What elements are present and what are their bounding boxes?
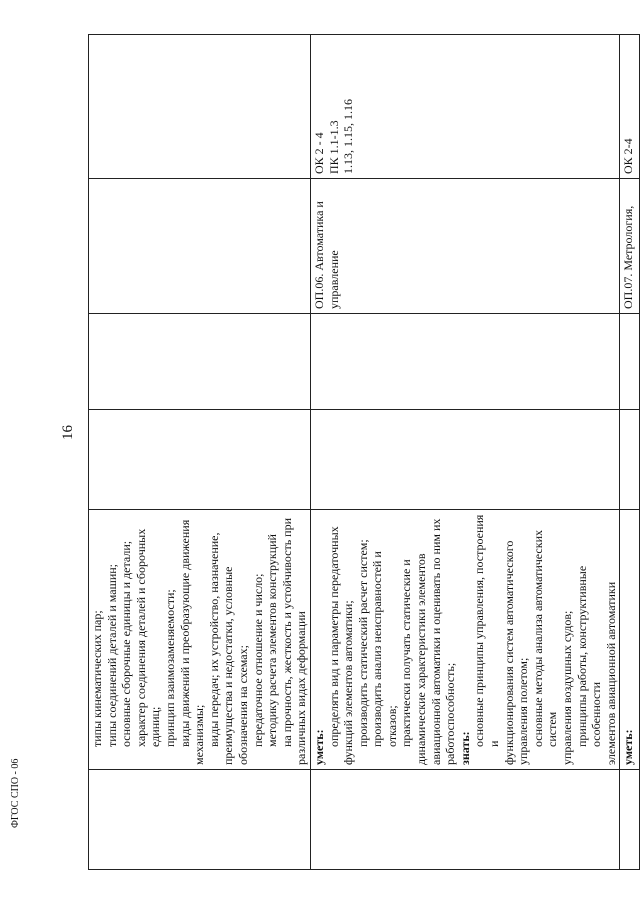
content-line: основные сборочные единицы и детали; [119,540,134,747]
content-line: виды движений и преобразующие движения [177,519,192,747]
discipline-cell [89,179,311,314]
content-line: на прочность, жесткость и устойчивость при [279,517,294,747]
content-line: обозначения на схемах; [235,645,250,765]
content-line: функционирования систем автоматического [501,540,516,765]
empty-cell [620,770,640,870]
content-heading: знать: [457,731,472,765]
content-line: характер соединения деталей и сборочных единиц; [133,528,163,747]
content-line: работоспособность; [443,662,458,765]
content-line: управления полетом; [516,657,531,765]
competence-cell [620,35,640,179]
content-line: динамические характеристики элементов [414,553,429,765]
competence-line: 1.13, 1.15, 1.16 [341,99,356,174]
empty-cell [89,770,311,870]
table-row [620,35,640,870]
empty-cell [310,770,619,870]
competence-cell [89,35,311,179]
content-line: передаточное отношение и число; [250,573,265,747]
content-line: практически получать статические и [399,559,414,747]
content-line: определять вид и параметры передаточных [326,526,341,747]
content-cell [310,510,619,770]
content-cell [89,510,311,770]
competence-line: ОК 2 - 4 [311,132,326,174]
content-line: принципы работы, конструктивные особенности [574,565,604,747]
empty-cell [89,410,311,510]
empty-cell [310,314,619,410]
content-line: принцип взаимозаменяемости; [162,589,177,747]
content-line: функций элементов автоматики; [341,600,356,765]
content-line: преимущества и недостатки, условные [221,566,236,765]
empty-cell [620,410,640,510]
content-line: управления воздушных судов; [560,610,574,765]
content-line: типы кинематических пар; [90,610,104,747]
content-line: типы соединений деталей и машин; [104,564,119,747]
discipline-cell: ОП.07. Метрология, [620,179,640,314]
content-heading: уметь: [311,729,326,765]
content-line: механизмы; [192,704,207,765]
content-cell [620,510,640,770]
discipline-cell: ОП.06. Автоматика и управление [310,179,619,314]
competence-cell [310,35,619,179]
content-heading: уметь: [621,729,636,765]
competence-line: ПК 1.1-1.3 [326,120,341,174]
content-line: основные принципы управления, построения и [472,514,502,747]
empty-cell [620,314,640,410]
content-line: различных видах деформации [294,611,309,765]
page-number: 16 [60,425,76,440]
empty-cell [89,314,311,410]
content-line: производить анализ неисправностей и отказов; [370,551,399,747]
content-line: производить статический расчет систем; [355,539,370,747]
content-line: основные методы анализа автоматических систем [530,530,560,747]
content-line: методику расчета элементов конструкций [265,534,280,747]
table-row [310,35,619,870]
document-footer: ФГОС СПО - 06 [10,758,21,828]
content-line: виды передач; их устройство, назначение, [206,532,221,747]
content-line: авиационной автоматики и оценивать по ним их [428,518,443,765]
empty-cell [310,410,619,510]
competence-line: ОК 2-4 [621,138,636,174]
table-row [89,35,311,870]
competence-table [88,34,640,870]
content-line: элементов авиационной автоматики [603,581,618,765]
